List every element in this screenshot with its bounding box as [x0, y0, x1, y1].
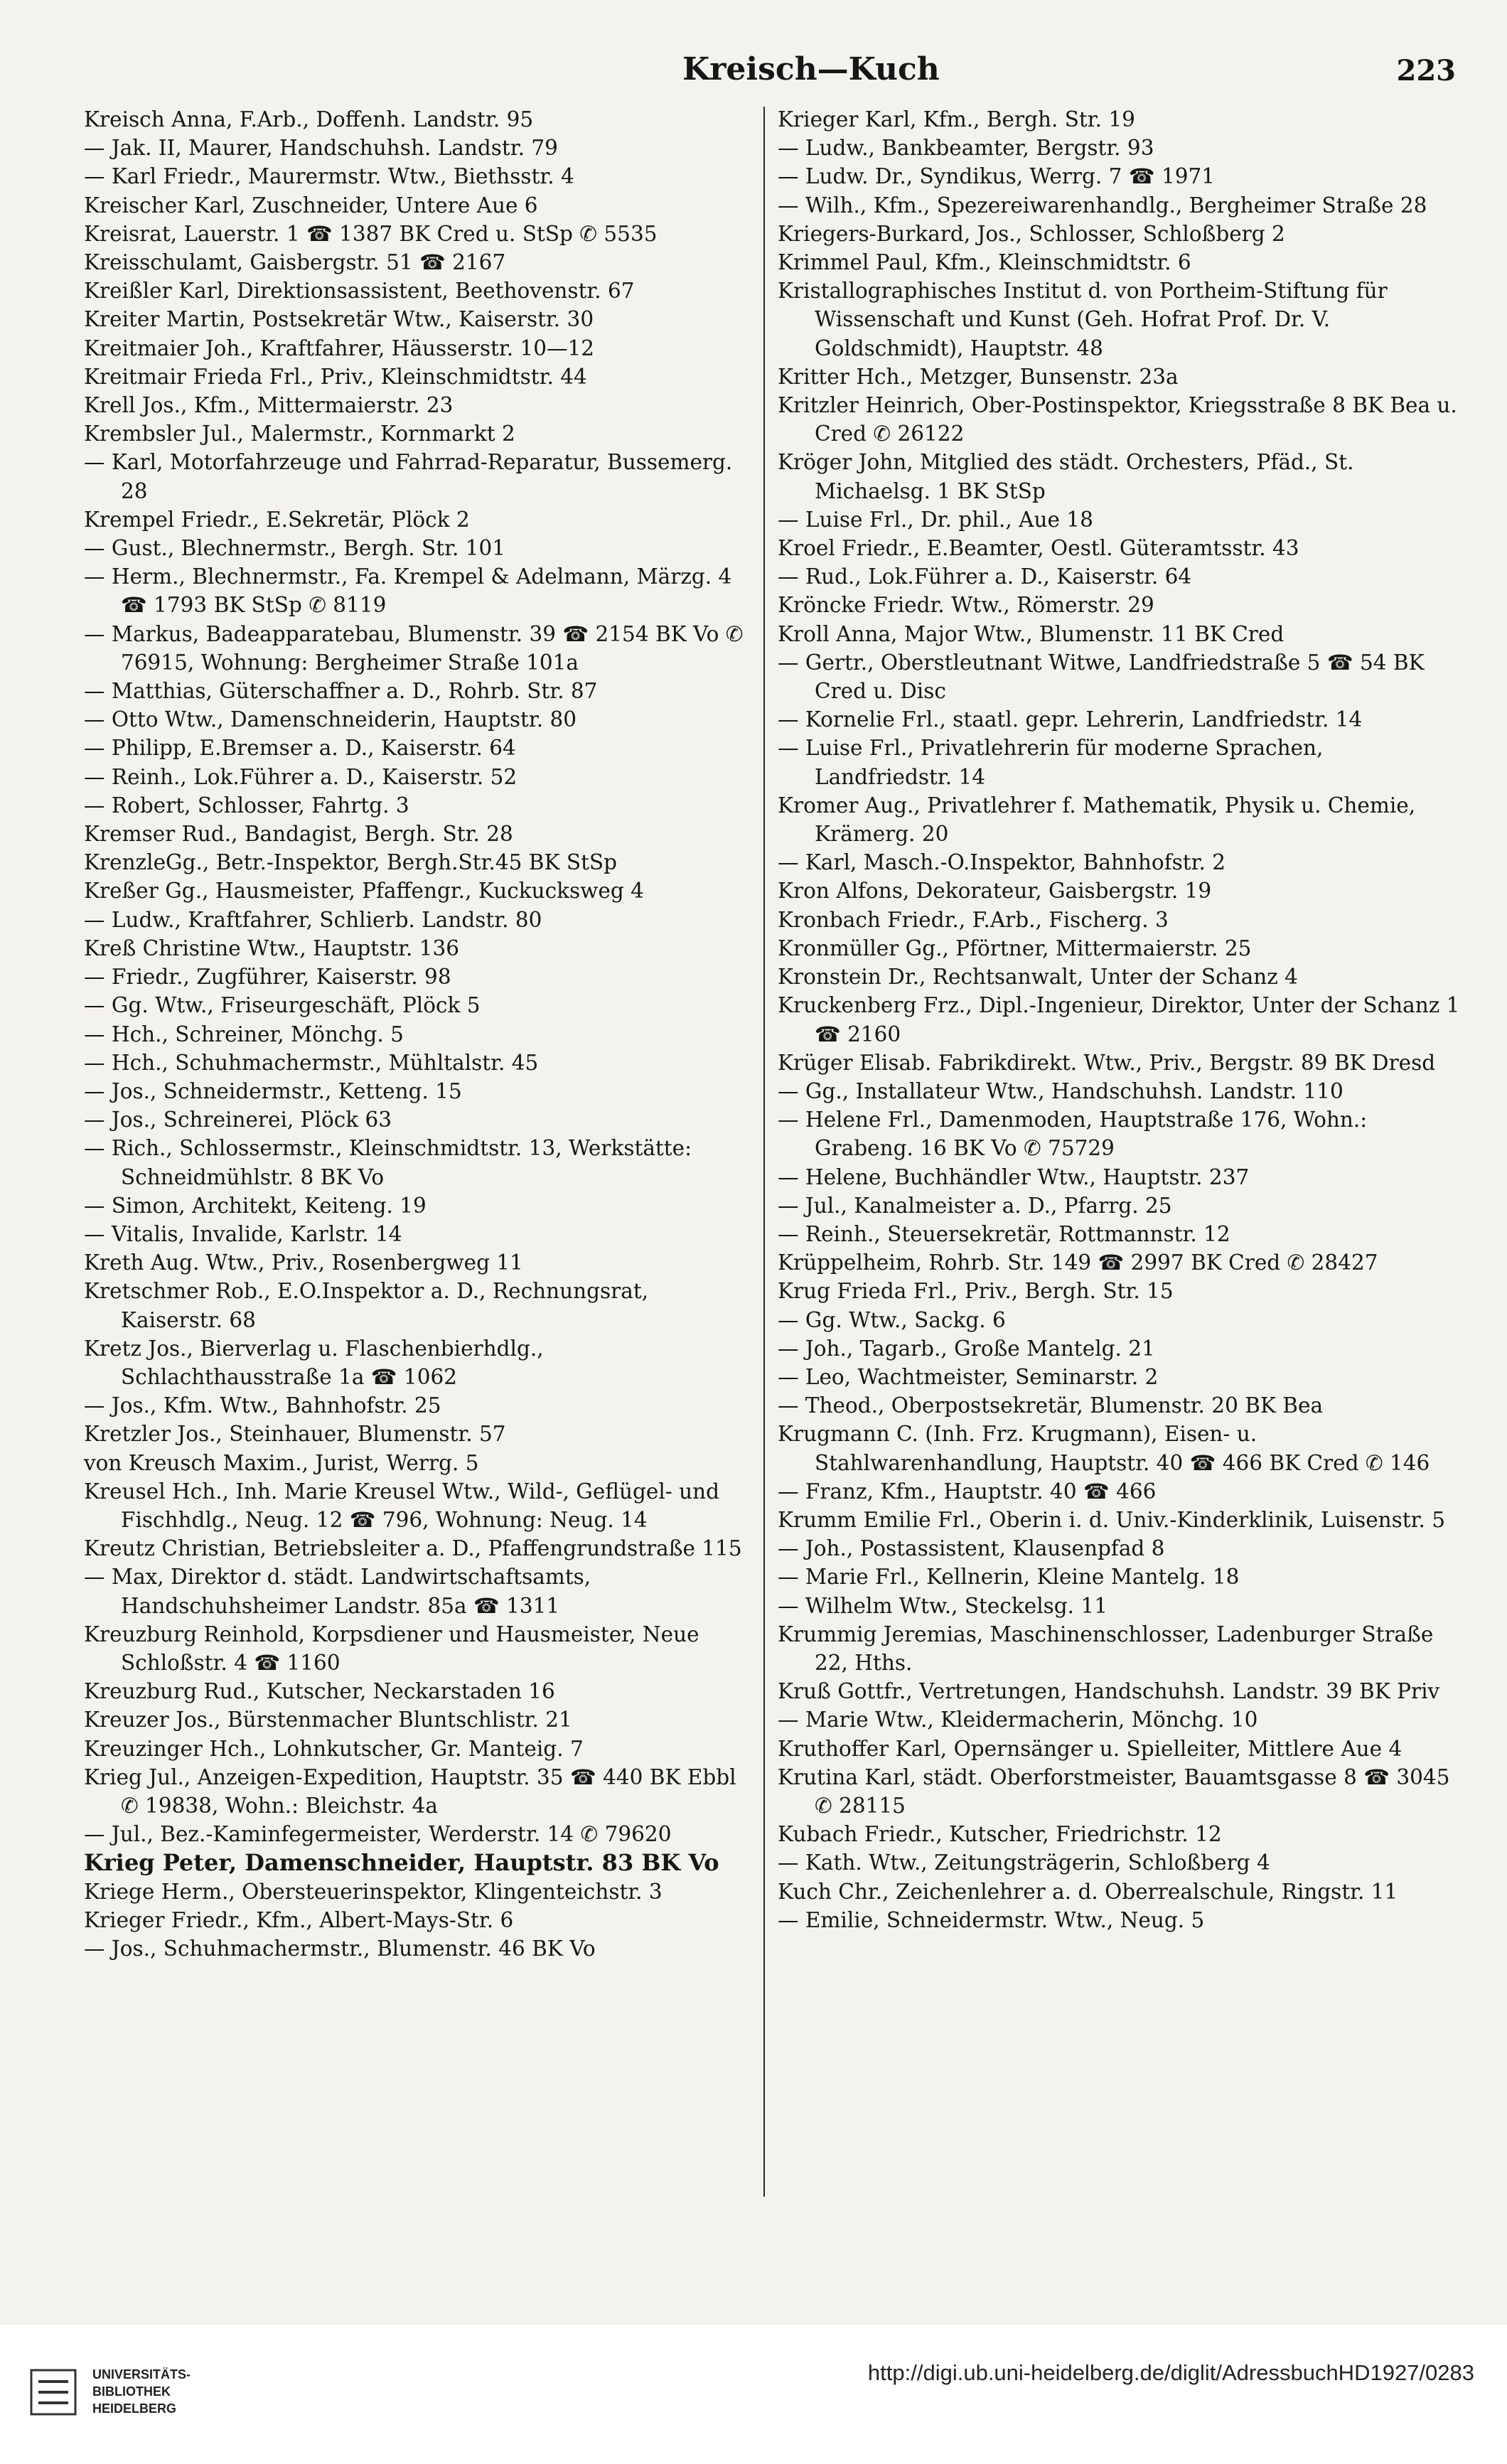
directory-entry: Krugmann C. (Inh. Frz. Krugmann), Eisen- u. Stahlwarenhandlung, Hauptstr. 40 ☎ 466 BK Cred ✆ 146: [778, 1422, 1430, 1475]
directory-entry: — Karl, Motorfahrzeuge und Fahrrad-Reparatur, Bussemerg. 28: [84, 450, 733, 503]
directory-entry: Kromer Aug., Privatlehrer f. Mathematik, Physik u. Chemie, Krämerg. 20: [778, 793, 1416, 847]
directory-entry: — Max, Direktor d. städt. Landwirtschaftsamts, Handschuhsheimer Landstr. 85a ☎ 1311: [84, 1565, 591, 1618]
directory-entry: — Gertr., Oberstleutnant Witwe, Landfriedstraße 5 ☎ 54 BK Cred u. Disc: [778, 650, 1425, 704]
directory-entry: — Wilhelm Wtw., Steckelsg. 11: [778, 1593, 1108, 1618]
directory-entry: — Marie Wtw., Kleidermacherin, Mönchg. 10: [778, 1708, 1258, 1732]
directory-entry: — Kath. Wtw., Zeitungsträgerin, Schloßberg 4: [778, 1850, 1270, 1875]
directory-entry: — Jul., Kanalmeister a. D., Pfarrg. 25: [778, 1193, 1172, 1218]
directory-entry: — Helene, Buchhändler Wtw., Hauptstr. 237: [778, 1164, 1250, 1189]
directory-entry: Kreßer Gg., Hausmeister, Pfaffengr., Kuckucksweg 4: [84, 879, 644, 904]
directory-entry: Kreitmair Frieda Frl., Priv., Kleinschmidtstr. 44: [84, 364, 587, 389]
directory-entry: Kretz Jos., Bierverlag u. Flaschenbierhdlg., Schlachthausstraße 1a ☎ 1062: [84, 1336, 544, 1389]
directory-entry: — Kornelie Frl., staatl. gepr. Lehrerin, Landfriedstr. 14: [778, 707, 1363, 732]
library-name-line: BIBLIOTHEK: [92, 2384, 171, 2399]
library-name-line: UNIVERSITÄTS-: [92, 2367, 191, 2382]
directory-entry: Kreth Aug. Wtw., Priv., Rosenbergweg 11: [84, 1250, 523, 1275]
directory-entry: — Rich., Schlossermstr., Kleinschmidtstr. 13, Werkstätte: Schneidmühlstr. 8 BK Vo: [84, 1136, 692, 1189]
directory-entry: Kruß Gottfr., Vertretungen, Handschuhsh. Landstr. 39 BK Priv: [778, 1679, 1440, 1704]
directory-entry: — Ludw., Bankbeamter, Bergstr. 93: [778, 136, 1154, 161]
directory-entry: — Luise Frl., Dr. phil., Aue 18: [778, 507, 1093, 532]
directory-entry: — Gg., Installateur Wtw., Handschuhsh. Landstr. 110: [778, 1078, 1344, 1103]
directory-entry: Kron Alfons, Dekorateur, Gaisbergstr. 19: [778, 879, 1212, 904]
directory-entry: Kreißler Karl, Direktionsassistent, Beethovenstr. 67: [84, 279, 635, 304]
directory-entry: — Vitalis, Invalide, Karlstr. 14: [84, 1221, 402, 1246]
library-logo-icon: [28, 2367, 78, 2417]
directory-entry: — Hch., Schreiner, Mönchg. 5: [84, 1022, 404, 1046]
directory-entry: — Jos., Schreinerei, Plöck 63: [84, 1108, 392, 1132]
directory-entry: Kreusel Hch., Inh. Marie Kreusel Wtw., Wild-, Geflügel- und Fischhdlg., Neug. 12 ☎ 796, Wohnung: Neug. 14: [84, 1479, 720, 1532]
directory-entry: Kroll Anna, Major Wtw., Blumenstr. 11 BK Cred: [778, 621, 1285, 646]
directory-entry: Krutina Karl, städt. Oberforstmeister, Bauamtsgasse 8 ☎ 3045 ✆ 28115: [778, 1764, 1450, 1818]
directory-entry: — Reinh., Steuersekretär, Rottmannstr. 12: [778, 1221, 1230, 1246]
directory-entry: Kreuzburg Reinhold, Korpsdiener und Hausmeister, Neue Schloßstr. 4 ☎ 1160: [84, 1622, 699, 1675]
directory-entry: Krembsler Jul., Malermstr., Kornmarkt 2: [84, 422, 515, 446]
directory-entry: Kritzler Heinrich, Ober-Postinspektor, Kriegsstraße 8 BK Bea u. Cred ✆ 26122: [778, 393, 1457, 446]
directory-entry: Kreutz Christian, Betriebsleiter a. D., Pfaffengrundstraße 115: [84, 1536, 742, 1561]
page-number: 223: [1396, 54, 1456, 87]
directory-entry: Kronbach Friedr., F.Arb., Fischerg. 3: [778, 907, 1169, 932]
right-column: [778, 105, 1460, 1934]
directory-entry: Krüppelheim, Rohrb. Str. 149 ☎ 2997 BK Cred ✆ 28427: [778, 1250, 1378, 1275]
directory-entry: — Jul., Bez.-Kaminfegermeister, Werderstr. 14 ✆ 79620: [84, 1822, 672, 1847]
directory-entry: Krüger Elisab. Fabrikdirekt. Wtw., Priv., Bergstr. 89 BK Dresd: [778, 1050, 1436, 1075]
directory-entry: Kreitmaier Joh., Kraftfahrer, Häusserstr. 10—12: [84, 336, 595, 360]
directory-entry: Kröger John, Mitglied des städt. Orchesters, Pfäd., St. Michaelsg. 1 BK StSp: [778, 450, 1354, 503]
directory-entry: Kubach Friedr., Kutscher, Friedrichstr. 12: [778, 1822, 1222, 1847]
directory-entry: Kremser Rud., Bandagist, Bergh. Str. 28: [84, 822, 513, 847]
directory-entry: — Matthias, Güterschaffner a. D., Rohrb. Str. 87: [84, 679, 598, 704]
page-header: [0, 41, 1507, 105]
directory-entry: — Hch., Schuhmachermstr., Mühltalstr. 45: [84, 1050, 539, 1075]
directory-entry: Kroel Friedr., E.Beamter, Oestl. Güteramtsstr. 43: [778, 536, 1299, 561]
directory-entry: — Markus, Badeapparatebau, Blumenstr. 39 ☎ 2154 BK Vo ✆ 76915, Wohnung: Bergheimer Straße 101a: [84, 621, 744, 675]
directory-entry: Krieg Peter, Damenschneider, Hauptstr. 83 BK Vo: [84, 1849, 719, 1877]
directory-entry: Krug Frieda Frl., Priv., Bergh. Str. 15: [778, 1279, 1174, 1304]
running-head: Kreisch—Kuch: [682, 51, 940, 87]
directory-entry: Kronstein Dr., Rechtsanwalt, Unter der Schanz 4: [778, 965, 1298, 990]
directory-entry: Kristallographisches Institut d. von Portheim-Stiftung für Wissenschaft und Kunst (Geh. Hofrat Prof. Dr. V. Goldschmidt), Hauptstr. 48: [778, 279, 1388, 360]
directory-entry: — Gg. Wtw., Sackg. 6: [778, 1307, 1006, 1332]
directory-entry: Kreuzer Jos., Bürstenmacher Bluntschlistr. 21: [84, 1708, 572, 1732]
directory-entry: — Karl Friedr., Maurermstr. Wtw., Biethsstr. 4: [84, 164, 574, 189]
directory-entry: Kröncke Friedr. Wtw., Römerstr. 29: [778, 593, 1154, 618]
directory-entry: — Jos., Schuhmachermstr., Blumenstr. 46 BK Vo: [84, 1937, 596, 1961]
directory-entry: — Karl, Masch.-O.Inspektor, Bahnhofstr. 2: [778, 850, 1226, 875]
library-name-line: HEIDELBERG: [92, 2401, 177, 2416]
directory-entry: Kreischer Karl, Zuschneider, Untere Aue 6: [84, 193, 538, 218]
directory-entry: — Luise Frl., Privatlehrerin für moderne Sprachen, Landfriedstr. 14: [778, 736, 1324, 789]
directory-entry: Kreiter Martin, Postsekretär Wtw., Kaiserstr. 30: [84, 307, 594, 332]
directory-entry: — Joh., Postassistent, Klausenpfad 8: [778, 1536, 1165, 1561]
directory-entry: KrenzleGg., Betr.-Inspektor, Bergh.Str.45 BK StSp: [84, 850, 618, 875]
directory-entry: Kritter Hch., Metzger, Bunsenstr. 23a: [778, 364, 1179, 389]
directory-entry: von Kreusch Maxim., Jurist, Werrg. 5: [84, 1450, 479, 1475]
directory-entry: Kriege Herm., Obersteuerinspektor, Klingenteichstr. 3: [84, 1879, 663, 1904]
directory-entry: — Ludw., Kraftfahrer, Schlierb. Landstr. 80: [84, 907, 542, 932]
directory-entry: Krieger Karl, Kfm., Bergh. Str. 19: [778, 107, 1135, 132]
directory-entry: Krumm Emilie Frl., Oberin i. d. Univ.-Kinderklinik, Luisenstr. 5: [778, 1507, 1446, 1532]
directory-entry: — Jos., Kfm. Wtw., Bahnhofstr. 25: [84, 1393, 441, 1418]
directory-entry: — Marie Frl., Kellnerin, Kleine Mantelg. 18: [778, 1565, 1240, 1590]
directory-entry: Kuch Chr., Zeichenlehrer a. d. Oberrealschule, Ringstr. 11: [778, 1879, 1398, 1904]
directory-entry: Kretschmer Rob., E.O.Inspektor a. D., Rechnungsrat, Kaiserstr. 68: [84, 1279, 649, 1332]
directory-entry: — Jos., Schneidermstr., Ketteng. 15: [84, 1078, 462, 1103]
directory-entry: Krieger Friedr., Kfm., Albert-Mays-Str. 6: [84, 1907, 514, 1932]
directory-entry: Kriegers-Burkard, Jos., Schlosser, Schloßberg 2: [778, 221, 1285, 246]
directory-entry: Kruthoffer Karl, Opernsänger u. Spielleiter, Mittlere Aue 4: [778, 1736, 1403, 1761]
directory-entry: — Simon, Architekt, Keiteng. 19: [84, 1193, 427, 1218]
directory-entry: — Reinh., Lok.Führer a. D., Kaiserstr. 52: [84, 764, 517, 789]
directory-entry: — Jak. II, Maurer, Handschuhsh. Landstr. 79: [84, 136, 558, 161]
directory-entry: Kreisschulamt, Gaisbergstr. 51 ☎ 2167: [84, 250, 506, 275]
directory-entry: — Herm., Blechnermstr., Fa. Krempel & Adelmann, Märzg. 4 ☎ 1793 BK StSp ✆ 8119: [84, 564, 732, 618]
directory-entry: — Gust., Blechnermstr., Bergh. Str. 101: [84, 536, 506, 561]
directory-entry: — Joh., Tagarb., Große Mantelg. 21: [778, 1336, 1155, 1361]
directory-entry: Kreisrat, Lauerstr. 1 ☎ 1387 BK Cred u. StSp ✆ 5535: [84, 221, 658, 246]
library-name: [92, 2366, 191, 2417]
directory-entry: Krummig Jeremias, Maschinenschlosser, Ladenburger Straße 22, Hths.: [778, 1622, 1434, 1675]
directory-entry: Kreuzinger Hch., Lohnkutscher, Gr. Manteig. 7: [84, 1736, 584, 1761]
directory-entry: — Ludw. Dr., Syndikus, Werrg. 7 ☎ 1971: [778, 164, 1216, 189]
column-divider: [763, 107, 765, 2197]
directory-entry: — Emilie, Schneidermstr. Wtw., Neug. 5: [778, 1907, 1205, 1932]
directory-entry: Krimmel Paul, Kfm., Kleinschmidtstr. 6: [778, 250, 1191, 275]
directory-entry: — Franz, Kfm., Hauptstr. 40 ☎ 466: [778, 1479, 1157, 1504]
directory-entry: Kreisch Anna, F.Arb., Doffenh. Landstr. 95: [84, 107, 534, 132]
directory-entry: Kretzler Jos., Steinhauer, Blumenstr. 57: [84, 1422, 506, 1447]
left-column: [84, 105, 756, 1963]
source-url[interactable]: http://digi.ub.uni-heidelberg.de/diglit/AdressbuchHD1927/0283: [867, 2360, 1474, 2385]
directory-entry: — Leo, Wachtmeister, Seminarstr. 2: [778, 1364, 1159, 1389]
directory-entry: — Rud., Lok.Führer a. D., Kaiserstr. 64: [778, 564, 1192, 589]
directory-entry: — Wilh., Kfm., Spezereiwarenhandlg., Bergheimer Straße 28: [778, 193, 1427, 218]
directory-entry: Krieg Jul., Anzeigen-Expedition, Hauptstr. 35 ☎ 440 BK Ebbl ✆ 19838, Wohn.: Bleichstr. 4a: [84, 1764, 736, 1818]
footer: [0, 2325, 1507, 2464]
directory-entry: Kronmüller Gg., Pförtner, Mittermaierstr. 25: [778, 936, 1252, 960]
directory-entry: Kreß Christine Wtw., Hauptstr. 136: [84, 936, 460, 960]
directory-entry: — Robert, Schlosser, Fahrtg. 3: [84, 793, 409, 818]
directory-entry: — Friedr., Zugführer, Kaiserstr. 98: [84, 965, 451, 990]
directory-entry: Kruckenberg Frz., Dipl.-Ingenieur, Direktor, Unter der Schanz 1 ☎ 2160: [778, 993, 1460, 1046]
directory-entry: — Otto Wtw., Damenschneiderin, Hauptstr. 80: [84, 707, 577, 732]
directory-entry: Krempel Friedr., E.Sekretär, Plöck 2: [84, 507, 470, 532]
directory-entry: Kreuzburg Rud., Kutscher, Neckarstaden 16: [84, 1679, 555, 1704]
directory-entry: — Gg. Wtw., Friseurgeschäft, Plöck 5: [84, 993, 481, 1018]
directory-entry: — Helene Frl., Damenmoden, Hauptstraße 176, Wohn.: Grabeng. 16 BK Vo ✆ 75729: [778, 1108, 1368, 1161]
directory-entry: — Philipp, E.Bremser a. D., Kaiserstr. 64: [84, 736, 516, 761]
directory-entry: Krell Jos., Kfm., Mittermaierstr. 23: [84, 393, 454, 418]
directory-entry: — Theod., Oberpostsekretär, Blumenstr. 20 BK Bea: [778, 1393, 1324, 1418]
